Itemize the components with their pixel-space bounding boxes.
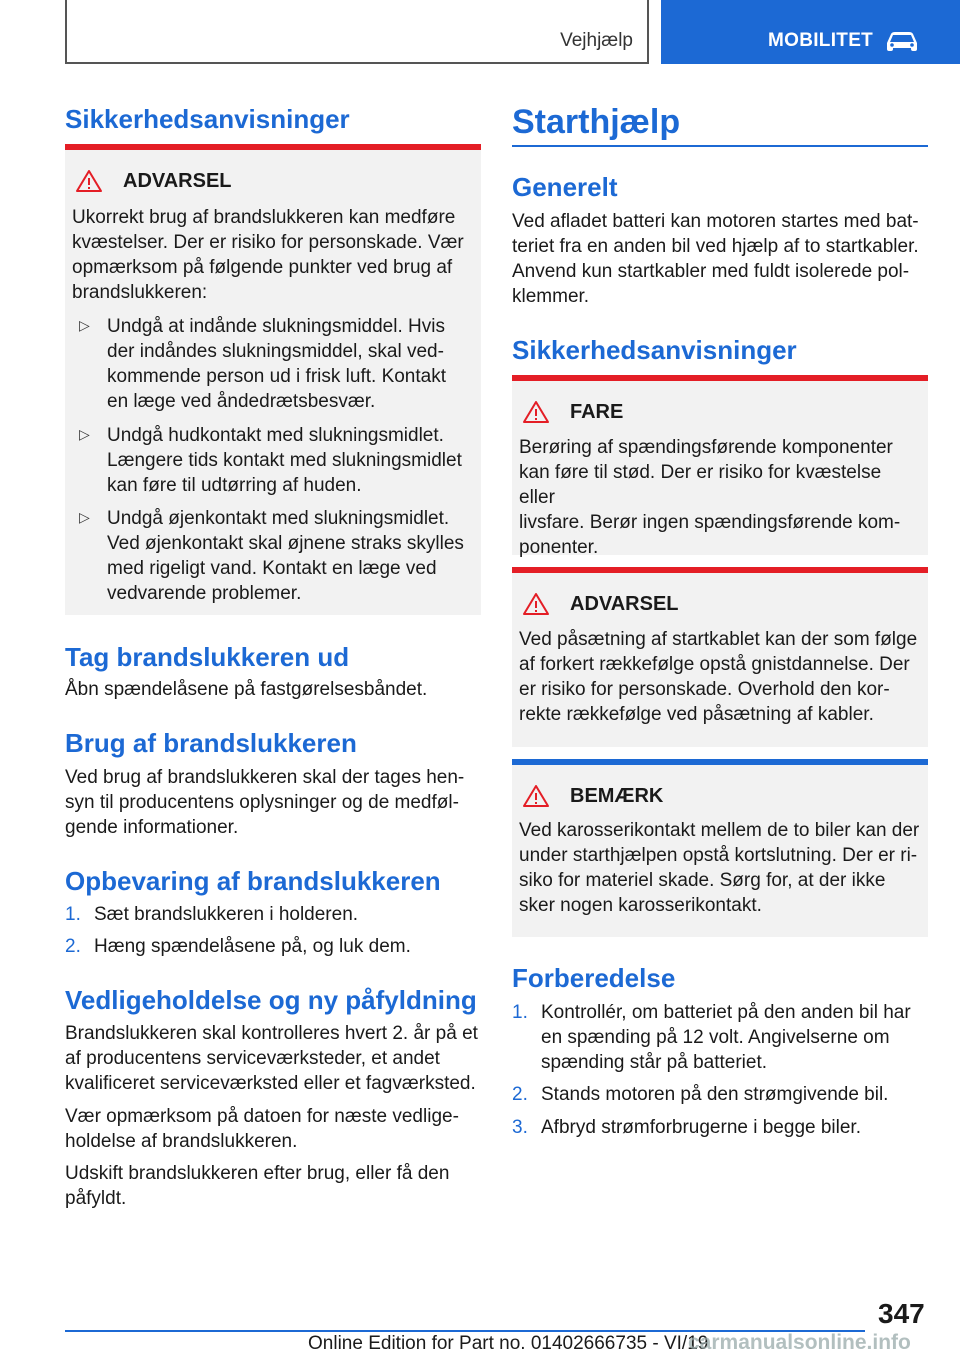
text-line: kan føre til stød. Der er risiko for kvæstelse eller [519,462,882,508]
maintenance-p1 [65,1021,478,1096]
text-line: syn til producentens oplysninger og de medføl- [65,792,459,813]
footer-edition: Online Edition for Part no. 01402666735 - VI/19 [308,1333,709,1354]
header-chapter [65,0,649,64]
text-line: der indåndes slukningsmiddel, skal ved- [107,341,444,362]
step-number: 2. [512,1084,528,1105]
warning-triangle-icon [75,169,103,193]
text-line: Vær opmærksom på datoen for næste vedlige- [65,1106,459,1127]
text-line: Ved påsætning af startkablet kan der som følge [519,629,918,650]
text-line: gende informationer. [65,817,239,838]
text-line: Ved brug af brandslukkeren skal der tages hen- [65,767,465,788]
list-item: Stands motoren på den strømgivende bil. [541,1084,889,1105]
warning-box-extinguisher [65,144,481,615]
warning-label: ADVARSEL [570,592,679,615]
title-rule [512,145,928,147]
general-heading: Generelt [512,172,618,202]
starthelp-title: Starthjælp [512,103,681,141]
text-line: kan føre til udtørring af huden. [107,475,362,496]
storage-heading: Opbevaring af brandslukkeren [65,866,441,896]
text-line: rekte rækkefølge ved påsætning af kabler. [519,704,874,725]
notice-header [522,783,663,809]
text-line: ponenter. [519,537,599,558]
text-line: opmærksom på følgende punkter ved brug af [72,257,453,278]
list-item: Sæt brandslukkeren i holderen. [94,904,359,925]
warning-bar [512,567,928,573]
danger-bar [512,375,928,381]
text-line: Berøring af spændingsførende komponenter [519,437,893,458]
list-item: Afbryd strømforbrugerne i begge biler. [541,1117,861,1138]
text-line: Undgå øjenkontakt med slukningsmidlet. [107,508,450,529]
text-line: af forkert rækkefølge opstå gnistdannelse. Der [519,654,910,675]
warning-triangle-icon [522,784,550,808]
text-line: en læge ved åndedrætsbesvær. [107,391,376,412]
bullet-triangle-icon: ▷ [79,426,90,442]
warning-triangle-icon [522,592,550,616]
warning-intro [72,205,475,305]
text-line: Kontrollér, om batteriet på den anden bil har [541,1002,911,1023]
section-label: MOBILITET [768,30,874,51]
bullet-triangle-icon: ▷ [79,509,90,525]
text-line: med rigeligt vand. Kontakt en læge ved [107,558,437,579]
text-line: Udskift brandslukkeren efter brug, eller få den [65,1163,450,1184]
warning-header [522,591,679,617]
text-line: kommende person ud i frisk luft. Kontakt [107,366,446,387]
maintenance-p3 [65,1161,449,1211]
text-line: teriet fra en anden bil ved hjælp af to startkabler. [512,236,919,257]
header-section [661,0,960,64]
text-line: er risiko for personskade. Overhold den kor- [519,679,890,700]
take-out-text: Åbn spændelåsene på fastgørelsesbåndet. [65,679,428,700]
chapter-label: Vejhjælp [560,30,633,51]
step-number: 2. [65,936,81,957]
text-line: siko for materiel skade. Sørg for, at der ikke [519,870,886,891]
notice-label: BEMÆRK [570,784,664,807]
warning-triangle-icon [522,400,550,424]
text-line: Længere tids kontakt med slukningsmidlet [107,450,462,471]
watermark: carmanualsonline.info [688,1331,911,1354]
car-icon [883,29,921,53]
text-line: livsfare. Berør ingen spændingsførende kom- [519,512,901,533]
danger-header [522,399,623,425]
text-line: påfyldt. [65,1188,127,1209]
list-item [107,423,475,498]
list-item [541,1000,911,1075]
use-heading: Brug af brandslukkeren [65,728,357,758]
maintenance-p2 [65,1104,459,1154]
warning-header [75,168,232,194]
text-line: Undgå hudkontakt med slukningsmidlet. [107,425,444,446]
text-line: Ved karosserikontakt mellem de to biler kan der [519,820,920,841]
text-line: Anvend kun startkabler med fuldt isolerede pol- [512,261,910,282]
list-item: Hæng spændelåsene på, og luk dem. [94,936,411,957]
danger-text [519,435,922,560]
list-item [107,506,475,606]
text-line: kvalificeret serviceværksted eller et fagværksted. [65,1073,476,1094]
page-number: 347 [878,1298,925,1329]
step-number: 3. [512,1117,528,1138]
text-line: klemmer. [512,286,590,307]
step-number: 1. [512,1002,528,1023]
use-text [65,765,464,840]
danger-box [512,375,928,558]
warning-text [519,627,922,727]
bullet-triangle-icon: ▷ [79,317,90,333]
warning-label: ADVARSEL [123,169,232,192]
text-line: Undgå at indånde slukningsmiddel. Hvis [107,316,445,337]
text-line: sker nogen karosserikontakt. [519,895,762,916]
text-line: Ukorrekt brug af brandslukkeren kan medføre [72,207,456,228]
prep-heading: Forberedelse [512,963,676,993]
text-line: brandslukkeren: [72,282,208,303]
text-line: spænding står på batteriet. [541,1052,768,1073]
notice-text [519,818,922,918]
warning-box-cables [512,567,928,747]
text-line: Ved øjenkontakt skal øjnene straks skylles [107,533,464,554]
left-safety-heading: Sikkerhedsanvisninger [65,104,350,134]
right-safety-heading: Sikkerhedsanvisninger [512,335,797,365]
text-line: en spænding på 12 volt. Angivelserne om [541,1027,890,1048]
list-item [107,314,475,414]
notice-box [512,759,928,937]
general-text [512,209,919,309]
step-number: 1. [65,904,81,925]
take-out-heading: Tag brandslukkeren ud [65,642,350,672]
text-line: Ved afladet batteri kan motoren startes med bat- [512,211,919,232]
text-line: kvæstelser. Der er risiko for personskade. Vær [72,232,464,253]
danger-label: FARE [570,400,624,423]
text-line: holdelse af brandslukkeren. [65,1131,298,1152]
warning-bar [65,144,481,150]
text-line: af producentens serviceværksteder, et andet [65,1048,440,1069]
text-line: under starthjælpen opstå kortslutning. Der er ri- [519,845,918,866]
notice-bar [512,759,928,765]
maintenance-heading: Vedligeholdelse og ny påfyldning [65,985,477,1015]
text-line: Brandslukkeren skal kontrolleres hvert 2. år på et [65,1023,478,1044]
text-line: vedvarende problemer. [107,583,302,604]
